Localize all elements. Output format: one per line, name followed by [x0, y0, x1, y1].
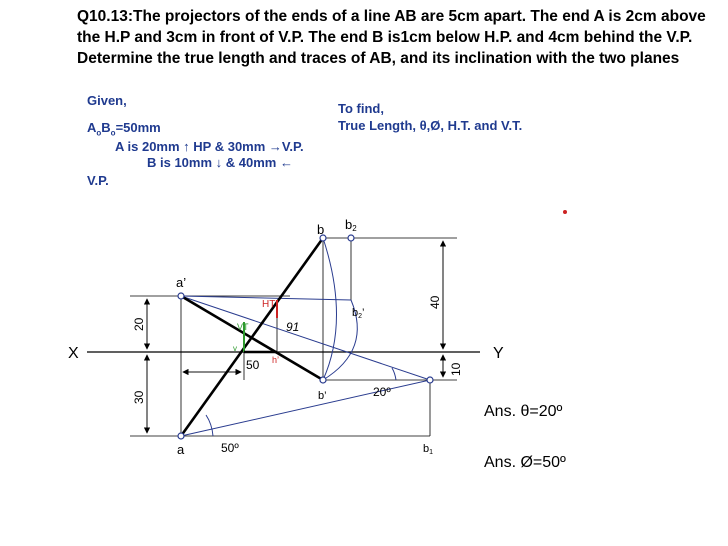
dimension-lines: [147, 241, 443, 433]
label-vt: VT: [237, 322, 249, 332]
given-line-2: A is 20mm ↑ HP & 30mm →V.P.: [115, 139, 304, 154]
point-b-prime: [320, 377, 326, 383]
point-b1: [427, 377, 433, 383]
given-line-4: V.P.: [87, 173, 109, 188]
label-h: h’: [272, 355, 280, 365]
to-find-heading: To find,: [338, 101, 384, 116]
label-b: b: [317, 222, 325, 237]
projector-lines: [130, 238, 457, 436]
label-a: a: [177, 442, 185, 457]
label-x: X: [68, 345, 79, 362]
label-b2-prime: b2’: [352, 307, 365, 320]
answer-theta: Ans. θ=20º: [484, 403, 563, 420]
label-angle-50: 50º: [221, 441, 239, 455]
label-dim-20: 20: [132, 317, 146, 331]
construction-lines: [181, 238, 430, 436]
label-dim-10: 10: [449, 362, 463, 376]
answer-phi: Ans. Ø=50º: [484, 454, 566, 471]
label-a-prime: a’: [176, 275, 187, 290]
label-b-prime: b’: [318, 390, 327, 402]
label-b2: b2: [345, 217, 357, 233]
point-a: [178, 433, 184, 439]
question-text: Q10.13:The projectors of the ends of a line AB are 5cm apart. The end A is 2cm above the H.P and 3cm in front of V.P. The end B is1cm below H.P. and 4cm behind the V.P. Determine the true length and traces of AB, and its inclination with the two planes: [77, 8, 706, 67]
given-heading: Given,: [87, 93, 127, 108]
label-y: Y: [493, 345, 504, 362]
label-dim-30: 30: [132, 390, 146, 404]
label-dim-50: 50: [246, 358, 260, 372]
label-angle-20: 20º: [373, 385, 391, 399]
given-line-1: $A_oB_o=50mm$: [87, 120, 161, 138]
stray-dot: [563, 210, 567, 214]
label-b1: b1: [423, 443, 434, 456]
label-ht: HT: [262, 299, 276, 310]
point-a-prime: [178, 293, 184, 299]
label-true-length: 91: [286, 320, 300, 334]
label-dim-40: 40: [428, 295, 442, 309]
point-b2: [348, 235, 354, 241]
given-line-3: B is 10mm ↓ & 40mm ←: [147, 155, 293, 170]
to-find-line: True Length, θ,Ø, H.T. and V.T.: [338, 118, 523, 133]
label-v: v: [233, 344, 237, 353]
